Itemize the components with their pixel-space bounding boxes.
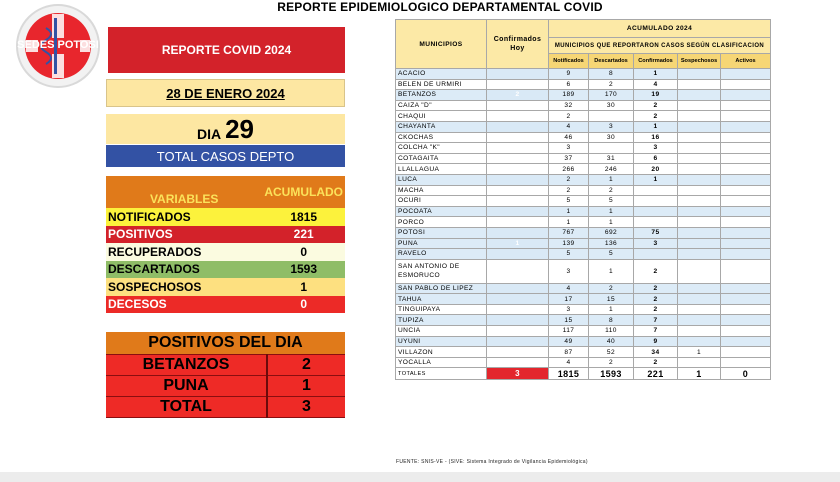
positivo-dia-label: PUNA: [106, 375, 267, 396]
table-row: [396, 217, 771, 228]
municipio-name: LLALLAGUA: [396, 164, 487, 175]
totals-descartados: 1593: [589, 368, 634, 380]
variable-row: [106, 278, 345, 296]
table-row: [396, 143, 771, 154]
municipio-name: BETANZOS: [396, 90, 487, 101]
activos-cell: [721, 206, 771, 217]
activos-cell: [721, 69, 771, 80]
descartados-cell: 2: [589, 283, 634, 294]
activos-cell: [721, 185, 771, 196]
notificados-cell: 4: [549, 283, 589, 294]
descartados-cell: 2: [589, 357, 634, 368]
confirmados-hoy-cell: [487, 357, 549, 368]
notificados-cell: 139: [549, 238, 589, 249]
totals-notificados: 1815: [549, 368, 589, 380]
descartados-cell: 40: [589, 336, 634, 347]
report-date: 28 DE ENERO 2024: [166, 85, 285, 101]
municipio-name: OCURI: [396, 196, 487, 207]
table-row: [396, 326, 771, 337]
descartados-cell: 3: [589, 121, 634, 132]
municipio-name: POTOSI: [396, 227, 487, 238]
sospechosos-cell: [678, 217, 721, 228]
sospechosos-cell: [678, 164, 721, 175]
sospechosos-cell: [678, 206, 721, 217]
positivo-dia-value: 2: [267, 354, 345, 375]
table-row: [396, 153, 771, 164]
totals-row: [396, 368, 771, 380]
notificados-cell: 5: [549, 196, 589, 207]
total-casos-depto: TOTAL CASOS DEPTO: [106, 145, 345, 167]
descartados-cell: 5: [589, 196, 634, 207]
descartados-cell: 1: [589, 259, 634, 283]
sospechosos-cell: [678, 304, 721, 315]
table-row: [396, 79, 771, 90]
confirmados-cell: [634, 206, 678, 217]
activos-cell: [721, 238, 771, 249]
confirmados-cell: 2: [634, 294, 678, 305]
variable-row: [106, 208, 345, 226]
confirmados-hoy-cell: [487, 315, 549, 326]
confirmados-hoy-cell: [487, 79, 549, 90]
municipio-name: ACACIO: [396, 69, 487, 80]
header-confirmados-hoy: Confirmados Hoy: [487, 20, 549, 69]
sospechosos-cell: [678, 283, 721, 294]
municipio-name: TAHUA: [396, 294, 487, 305]
confirmados-cell: 6: [634, 153, 678, 164]
variable-value: 0: [300, 297, 308, 312]
confirmados-hoy-cell: [487, 153, 549, 164]
municipio-name: SAN PABLO DE LIPEZ: [396, 283, 487, 294]
activos-cell: [721, 90, 771, 101]
table-row: [396, 357, 771, 368]
positivo-dia-row: [106, 375, 345, 396]
variable-label: NOTIFICADOS: [108, 209, 191, 224]
sospechosos-cell: 1: [678, 347, 721, 358]
confirmados-hoy-cell: [487, 227, 549, 238]
totals-label: TOTALES: [396, 368, 487, 380]
confirmados-hoy-cell: [487, 100, 549, 111]
activos-cell: [721, 347, 771, 358]
table-row: [396, 174, 771, 185]
descartados-cell: 30: [589, 100, 634, 111]
positivo-dia-label: BETANZOS: [106, 354, 267, 375]
confirmados-hoy-cell: [487, 259, 549, 283]
confirmados-cell: 4: [634, 79, 678, 90]
municipio-name: CKOCHAS: [396, 132, 487, 143]
day-box: [106, 114, 345, 144]
descartados-cell: 110: [589, 326, 634, 337]
source-footnote: FUENTE: SNIS-VE - (SIVE: Sistema Integrado de Vigilancia Epidemiológica): [396, 459, 588, 465]
municipio-name: CHAYANTA: [396, 121, 487, 132]
report-date-box: [106, 79, 345, 107]
variable-value: 1815: [290, 209, 318, 224]
positivo-dia-row: [106, 396, 345, 417]
table-row: [396, 121, 771, 132]
notificados-cell: 189: [549, 90, 589, 101]
table-row: [396, 100, 771, 111]
sospechosos-cell: [678, 227, 721, 238]
activos-cell: [721, 121, 771, 132]
column-header: Activos: [721, 54, 771, 69]
sospechosos-cell: [678, 315, 721, 326]
positivo-dia-value: 1: [267, 375, 345, 396]
sospechosos-cell: [678, 69, 721, 80]
activos-cell: [721, 132, 771, 143]
notificados-cell: 17: [549, 294, 589, 305]
column-header: Descartados: [589, 54, 634, 69]
variable-label: DECESOS: [108, 297, 167, 312]
notificados-cell: 5: [549, 249, 589, 260]
totals-activos: 0: [721, 368, 771, 380]
confirmados-hoy-cell: [487, 249, 549, 260]
confirmados-hoy-cell: [487, 304, 549, 315]
descartados-cell: 1: [589, 174, 634, 185]
logo-text: SEDES POTOSI: [17, 39, 99, 51]
municipio-name: YOCALLA: [396, 357, 487, 368]
variables-header-row: [106, 176, 345, 208]
municipio-name: TINGUIPAYA: [396, 304, 487, 315]
municipio-name: COTAGAITA: [396, 153, 487, 164]
table-row: [396, 111, 771, 122]
totals-confirmados: 221: [634, 368, 678, 380]
notificados-cell: 2: [549, 185, 589, 196]
notificados-cell: 15: [549, 315, 589, 326]
activos-cell: [721, 196, 771, 207]
notificados-cell: 266: [549, 164, 589, 175]
table-row: [396, 347, 771, 358]
sospechosos-cell: [678, 90, 721, 101]
confirmados-hoy-cell: [487, 143, 549, 154]
sospechosos-cell: [678, 79, 721, 90]
notificados-cell: 1: [549, 206, 589, 217]
notificados-cell: 3: [549, 304, 589, 315]
sospechosos-cell: [678, 153, 721, 164]
notificados-cell: 767: [549, 227, 589, 238]
confirmados-cell: 7: [634, 315, 678, 326]
confirmados-cell: 2: [634, 259, 678, 283]
descartados-cell: 246: [589, 164, 634, 175]
variable-row: [106, 226, 345, 244]
descartados-cell: 136: [589, 238, 634, 249]
sospechosos-cell: [678, 259, 721, 283]
day-number: 29: [225, 114, 255, 144]
variable-label: RECUPERADOS: [108, 244, 202, 259]
sospechosos-cell: [678, 336, 721, 347]
table-row: [396, 206, 771, 217]
descartados-cell: 31: [589, 153, 634, 164]
confirmados-hoy-cell: [487, 164, 549, 175]
confirmados-cell: [634, 185, 678, 196]
municipio-name: TUPIZA: [396, 315, 487, 326]
activos-cell: [721, 174, 771, 185]
activos-cell: [721, 283, 771, 294]
table-row: [396, 69, 771, 80]
activos-cell: [721, 294, 771, 305]
descartados-cell: 1: [589, 217, 634, 228]
activos-cell: [721, 315, 771, 326]
notificados-cell: 2: [549, 174, 589, 185]
table-row: [396, 336, 771, 347]
confirmados-hoy-cell: [487, 174, 549, 185]
sospechosos-cell: [678, 249, 721, 260]
acumulado-header: ACUMULADO: [262, 176, 345, 208]
municipio-name: PORCO: [396, 217, 487, 228]
descartados-cell: 692: [589, 227, 634, 238]
confirmados-hoy-cell: [487, 121, 549, 132]
variable-row: [106, 261, 345, 279]
confirmados-cell: 20: [634, 164, 678, 175]
header-subtitle: MUNICIPIOS QUE REPORTARON CASOS SEGÚN CLASIFICACION: [549, 38, 771, 54]
municipio-name: LUCA: [396, 174, 487, 185]
table-row: [396, 90, 771, 101]
descartados-cell: 2: [589, 79, 634, 90]
activos-cell: [721, 153, 771, 164]
day-label: DIA: [196, 126, 222, 142]
column-header: Sospechosos: [678, 54, 721, 69]
sospechosos-cell: [678, 357, 721, 368]
notificados-cell: 6: [549, 79, 589, 90]
descartados-cell: 1: [589, 206, 634, 217]
activos-cell: [721, 227, 771, 238]
descartados-cell: 15: [589, 294, 634, 305]
descartados-cell: 8: [589, 69, 634, 80]
municipio-name: UNCIA: [396, 326, 487, 337]
activos-cell: [721, 79, 771, 90]
confirmados-hoy-cell: [487, 206, 549, 217]
page-title: REPORTE EPIDEMIOLOGICO DEPARTAMENTAL COVID: [277, 0, 603, 14]
descartados-cell: 8: [589, 315, 634, 326]
descartados-cell: [589, 111, 634, 122]
municipio-name: CAIZA "D": [396, 100, 487, 111]
totals-sospechosos: 1: [678, 368, 721, 380]
confirmados-cell: [634, 196, 678, 207]
notificados-cell: 46: [549, 132, 589, 143]
variable-row: [106, 296, 345, 314]
sospechosos-cell: [678, 132, 721, 143]
activos-cell: [721, 217, 771, 228]
confirmados-hoy-cell: [487, 217, 549, 228]
confirmados-cell: 2: [634, 304, 678, 315]
activos-cell: [721, 259, 771, 283]
table-row: [396, 249, 771, 260]
confirmados-cell: 34: [634, 347, 678, 358]
activos-cell: [721, 249, 771, 260]
activos-cell: [721, 164, 771, 175]
header-municipios: MUNICIPIOS: [396, 20, 487, 69]
confirmados-cell: [634, 217, 678, 228]
confirmados-cell: 19: [634, 90, 678, 101]
confirmados-cell: 7: [634, 326, 678, 337]
table-row: [396, 283, 771, 294]
notificados-cell: 117: [549, 326, 589, 337]
table-row: [396, 132, 771, 143]
confirmados-cell: [634, 249, 678, 260]
confirmados-hoy-cell: [487, 132, 549, 143]
confirmados-hoy-cell: [487, 283, 549, 294]
municipio-name: MACHA: [396, 185, 487, 196]
variable-label: POSITIVOS: [108, 227, 173, 242]
sospechosos-cell: [678, 238, 721, 249]
totals-confirmados-hoy: 3: [487, 368, 549, 380]
descartados-cell: 1: [589, 304, 634, 315]
descartados-cell: [589, 143, 634, 154]
header-acumulado: ACUMULADO 2024: [549, 20, 771, 38]
confirmados-hoy-cell: 2: [487, 90, 549, 101]
report-banner: REPORTE COVID 2024: [108, 27, 345, 73]
table-row: [396, 315, 771, 326]
activos-cell: [721, 336, 771, 347]
confirmados-cell: 2: [634, 283, 678, 294]
bottom-bar: [0, 472, 840, 482]
table-row: [396, 238, 771, 249]
notificados-cell: 49: [549, 336, 589, 347]
confirmados-cell: 3: [634, 143, 678, 154]
confirmados-hoy-cell: [487, 336, 549, 347]
descartados-cell: 52: [589, 347, 634, 358]
sospechosos-cell: [678, 100, 721, 111]
descartados-cell: 30: [589, 132, 634, 143]
confirmados-cell: 1: [634, 69, 678, 80]
confirmados-hoy-cell: [487, 326, 549, 337]
table-row: [396, 185, 771, 196]
municipio-name: BELEN DE URMIRI: [396, 79, 487, 90]
variable-value: 1: [300, 279, 308, 294]
notificados-cell: 2: [549, 111, 589, 122]
activos-cell: [721, 304, 771, 315]
notificados-cell: 3: [549, 259, 589, 283]
confirmados-cell: 2: [634, 100, 678, 111]
municipio-name: CHAQUI: [396, 111, 487, 122]
confirmados-cell: 3: [634, 238, 678, 249]
notificados-cell: 87: [549, 347, 589, 358]
positivos-dia-header: POSITIVOS DEL DIA: [106, 332, 345, 354]
confirmados-hoy-cell: [487, 185, 549, 196]
municipio-name: PUNA: [396, 238, 487, 249]
variables-header: VARIABLES: [106, 176, 262, 208]
municipio-name: VILLAZON: [396, 347, 487, 358]
municipio-name: RAVELO: [396, 249, 487, 260]
variable-label: SOSPECHOSOS: [108, 279, 202, 294]
sospechosos-cell: [678, 143, 721, 154]
confirmados-cell: 75: [634, 227, 678, 238]
table-row: [396, 164, 771, 175]
sedes-logo: [8, 2, 108, 90]
activos-cell: [721, 357, 771, 368]
sospechosos-cell: [678, 294, 721, 305]
activos-cell: [721, 111, 771, 122]
variable-label: DESCARTADOS: [108, 262, 200, 277]
notificados-cell: 4: [549, 357, 589, 368]
table-row: [396, 259, 771, 283]
variable-value: 0: [300, 244, 308, 259]
table-row: [396, 196, 771, 207]
municipio-name: UYUNI: [396, 336, 487, 347]
positivo-dia-label: TOTAL: [106, 396, 267, 417]
notificados-cell: 3: [549, 143, 589, 154]
confirmados-hoy-cell: 1: [487, 238, 549, 249]
confirmados-hoy-cell: [487, 294, 549, 305]
table-row: [396, 227, 771, 238]
confirmados-hoy-cell: [487, 69, 549, 80]
variable-value: 221: [293, 227, 314, 242]
positivo-dia-row: [106, 354, 345, 375]
activos-cell: [721, 143, 771, 154]
positivos-dia-header-row: [106, 332, 345, 354]
column-header: Notificados: [549, 54, 589, 69]
descartados-cell: 170: [589, 90, 634, 101]
variables-table: [106, 176, 345, 313]
confirmados-cell: 9: [634, 336, 678, 347]
activos-cell: [721, 326, 771, 337]
notificados-cell: 1: [549, 217, 589, 228]
confirmados-cell: 1: [634, 174, 678, 185]
variable-row: [106, 243, 345, 261]
activos-cell: [721, 100, 771, 111]
municipio-name: SAN ANTONIO DE ESMORUCO: [396, 259, 487, 283]
sospechosos-cell: [678, 196, 721, 207]
sospechosos-cell: [678, 326, 721, 337]
municipio-name: POCOATA: [396, 206, 487, 217]
positivo-dia-value: 3: [267, 396, 345, 417]
notificados-cell: 4: [549, 121, 589, 132]
confirmados-hoy-cell: [487, 196, 549, 207]
confirmados-cell: 1: [634, 121, 678, 132]
sospechosos-cell: [678, 111, 721, 122]
municipios-table: [395, 19, 771, 380]
table-row: [396, 304, 771, 315]
confirmados-hoy-cell: [487, 111, 549, 122]
sospechosos-cell: [678, 185, 721, 196]
confirmados-cell: 16: [634, 132, 678, 143]
sospechosos-cell: [678, 121, 721, 132]
confirmados-hoy-cell: [487, 347, 549, 358]
positivos-dia-table: [106, 332, 345, 418]
table-row: [396, 294, 771, 305]
sospechosos-cell: [678, 174, 721, 185]
column-header: Confirmados: [634, 54, 678, 69]
variable-value: 1593: [290, 262, 318, 277]
confirmados-cell: 2: [634, 357, 678, 368]
municipio-name: COLCHA "K": [396, 143, 487, 154]
notificados-cell: 32: [549, 100, 589, 111]
notificados-cell: 37: [549, 153, 589, 164]
notificados-cell: 9: [549, 69, 589, 80]
descartados-cell: 5: [589, 249, 634, 260]
confirmados-cell: 2: [634, 111, 678, 122]
descartados-cell: 2: [589, 185, 634, 196]
